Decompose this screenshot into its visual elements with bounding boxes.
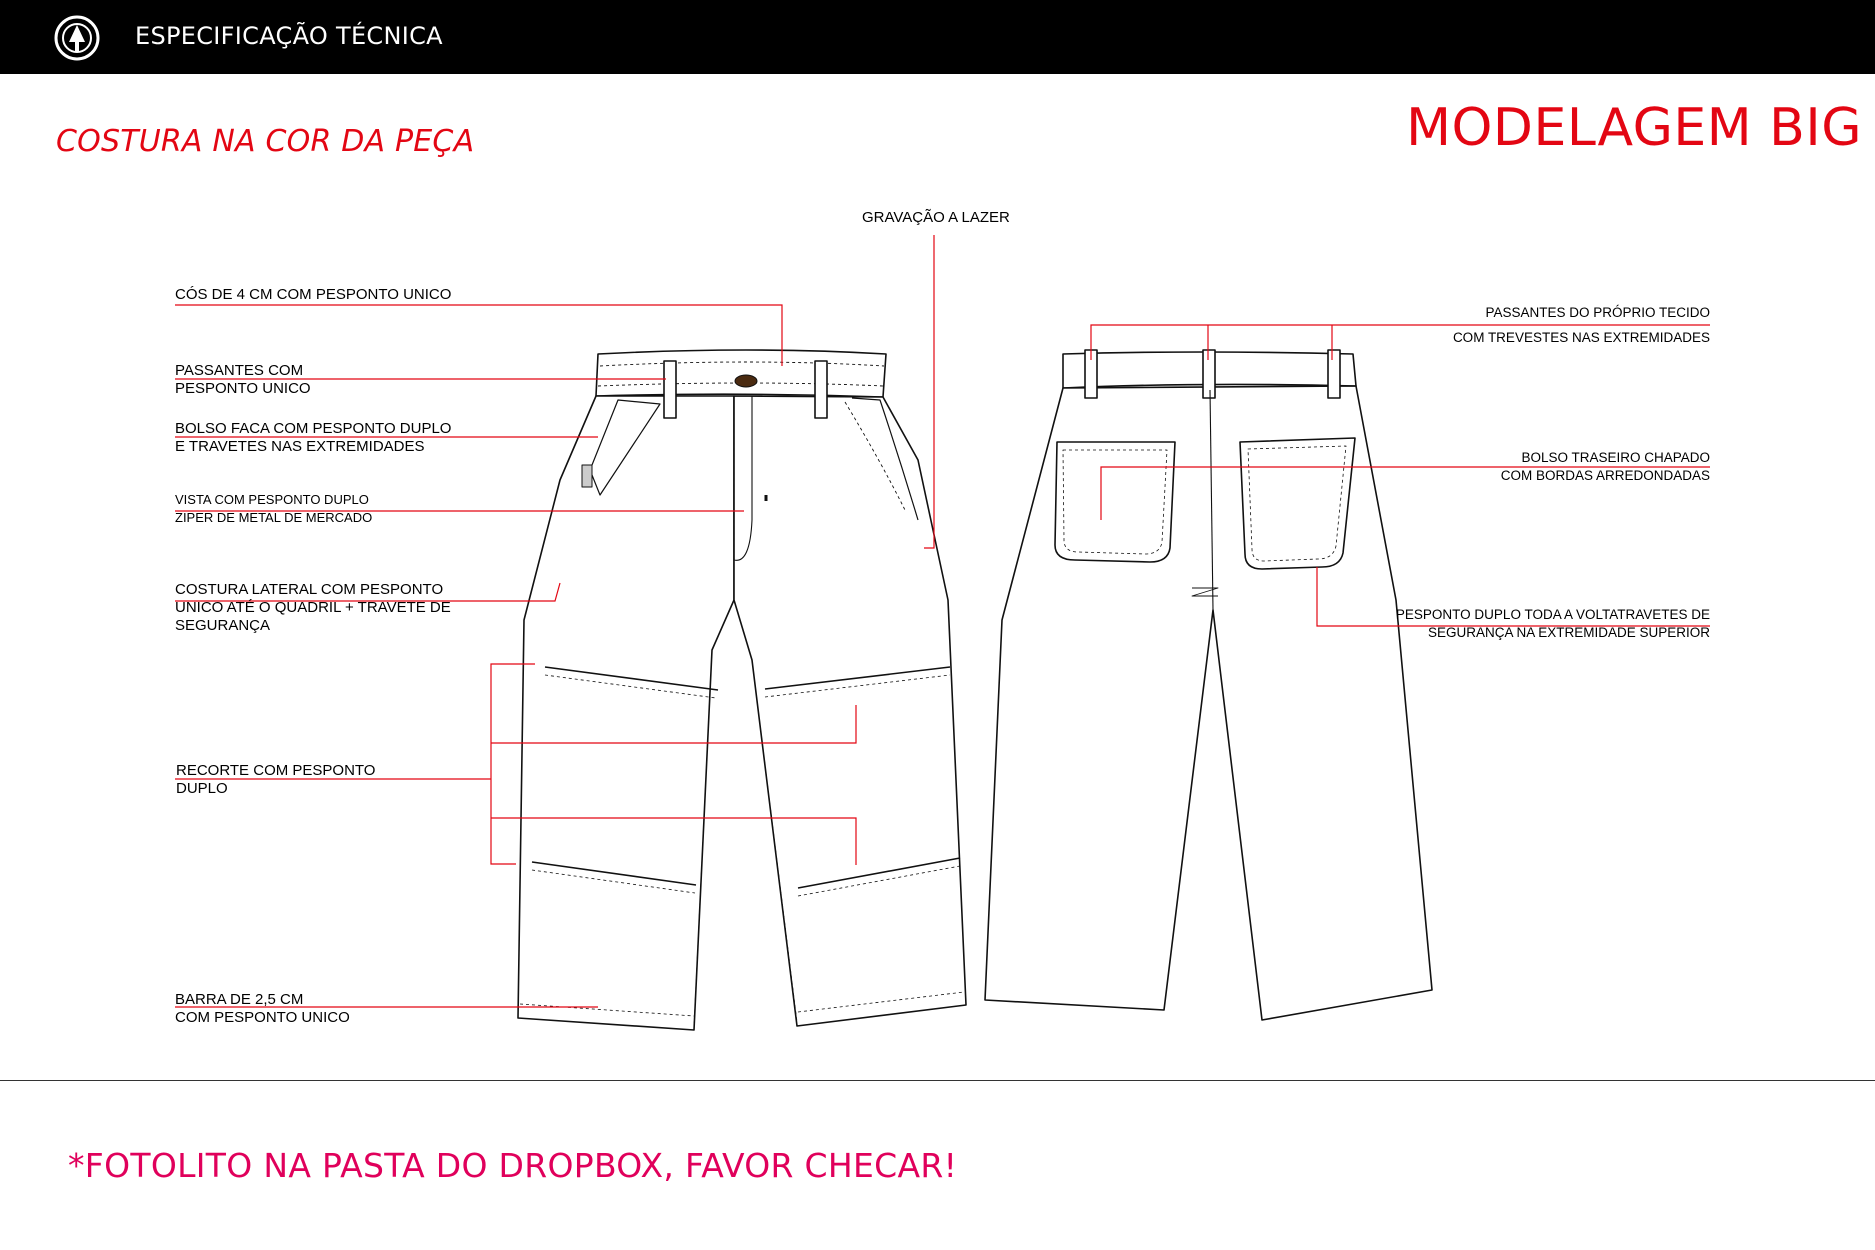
label-gravacao: GRAVAÇÃO A LAZER: [862, 209, 1010, 226]
label-bolso-traseiro: BOLSO TRASEIRO CHAPADO COM BORDAS ARREDONDADAS: [1500, 450, 1710, 483]
label-passantes-tecido: PASSANTES DO PRÓPRIO TECIDO COM TREVESTES NAS EXTREMIDADES: [1452, 305, 1710, 345]
label-recorte: RECORTE COM PESPONTO DUPLO: [176, 762, 376, 797]
back-pants-drawing: [985, 350, 1432, 1020]
model-title: MODELAGEM BIG: [1406, 98, 1862, 158]
label-pesponto-duplo: PESPONTO DUPLO TODA A VOLTATRAVETES DE SEGURANÇA NA EXTREMIDADE SUPERIOR: [1395, 607, 1710, 640]
label-vista: VISTA COM PESPONTO DUPLO ZIPER DE METAL DE MERCADO: [175, 492, 373, 525]
footer-divider: [0, 1080, 1875, 1081]
label-cos: CÓS DE 4 CM COM PESPONTO UNICO: [175, 286, 452, 303]
label-barra: BARRA DE 2,5 CM COM PESPONTO UNICO: [175, 991, 350, 1026]
front-pants-drawing: [518, 350, 966, 1030]
label-passantes: PASSANTES COM PESPONTO UNICO: [175, 362, 311, 397]
label-bolso-faca: BOLSO FACA COM PESPONTO DUPLO E TRAVETES NAS EXTREMIDADES: [175, 420, 452, 455]
footer-note: *FOTOLITO NA PASTA DO DROPBOX, FAVOR CHECAR!: [68, 1146, 958, 1185]
header-title: ESPECIFICAÇÃO TÉCNICA: [135, 22, 443, 50]
label-costura-lateral: COSTURA LATERAL COM PESPONTO UNICO ATÉ O QUADRIL + TRAVETE DE SEGURANÇA: [175, 581, 451, 634]
seam-color-subtitle: COSTURA NA COR DA PEÇA: [56, 124, 475, 159]
